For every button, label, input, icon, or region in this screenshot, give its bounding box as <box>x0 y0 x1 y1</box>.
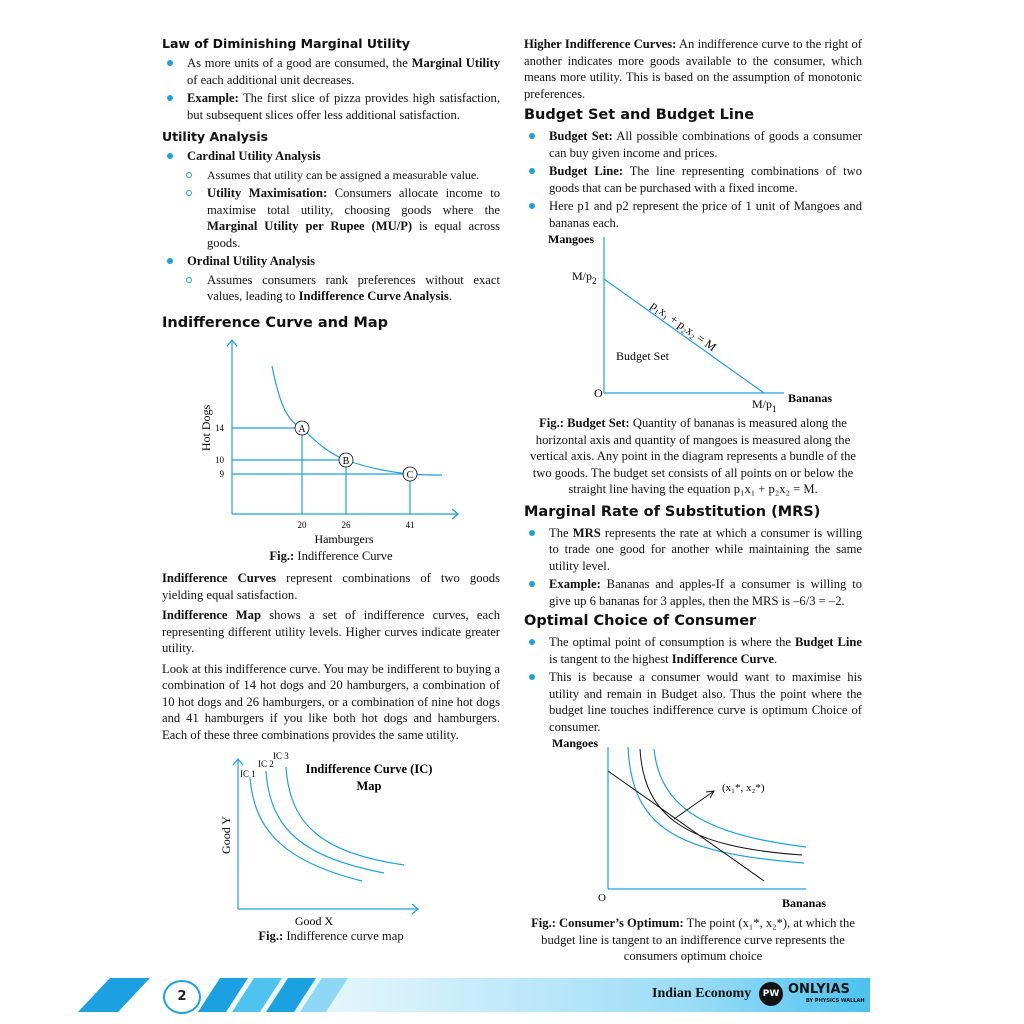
ic3-label: IC 3 <box>273 751 289 761</box>
figure-caption-consumer-optimum: Fig.: Consumer’s Optimum: The point (x₁*, x₂*), at which the budget line is tangent to an indifference curve represents the consumers optimum choice <box>531 916 855 963</box>
left-column <box>162 36 500 945</box>
ic-lower-curve <box>628 747 804 863</box>
section-title-utility-analysis: Utility Analysis <box>162 129 269 144</box>
right-column <box>524 36 862 965</box>
ic-upper-curve <box>654 749 806 847</box>
section-title-mrs: Marginal Rate of Substitution (MRS) <box>524 503 821 520</box>
list-subitem: Utility Maximisation: Consumers allocate income to maximise total utility, choosing goods where the Marginal Utility per Rupee (MU/P) is equal across goods. <box>162 185 500 251</box>
budget-list <box>524 128 862 231</box>
ic-tangent-curve <box>640 749 802 855</box>
x-axis-label: Bananas <box>788 391 833 405</box>
footer-decoration <box>0 976 1024 1016</box>
list-item: Budget Line: The line representing combinations of two goods that can be purchased with a fixed income. <box>524 163 862 196</box>
paragraph-example: Look at this indifference curve. You may be indifferent to buying a combination of 14 hot dogs and 20 hamburgers, a combination of 10 hot dogs and 26 hamburgers, or a combination of nine hot dogs and 41 hamburgers if you like both hot dogs and hamburgers. Each of these three combinations provides the same utility. <box>162 661 500 742</box>
list-item: Cardinal Utility Analysis <box>162 148 500 165</box>
list-subitem: Assumes consumers rank preferences without exact values, leading to Indifference Curve Analysis. <box>162 272 500 305</box>
budget-set-figure <box>524 233 862 413</box>
section-title-optimal-choice: Optimal Choice of Consumer <box>524 613 757 629</box>
y-tick-9: 9 <box>219 468 224 479</box>
ic1-label: IC 1 <box>240 769 256 779</box>
list-item: Budget Set: All possible combinations of goods a consumer can buy given income and prices. <box>524 128 862 161</box>
list-item: Here p1 and p2 represent the price of 1 unit of Mangoes and bananas each. <box>524 198 862 231</box>
list-item: The optimal point of consumption is where the Budget Line is tangent to the highest Indifference Curve. <box>524 634 862 667</box>
x-intercept-label: $M/p_1$ <box>752 397 777 413</box>
x-tick-20: 20 <box>297 519 307 530</box>
origin-label: O <box>594 386 603 400</box>
point-c-label: C <box>406 469 414 481</box>
optimal-choice-list <box>524 634 862 735</box>
indifference-curve <box>272 366 442 475</box>
ic3-curve <box>286 767 404 865</box>
y-axis-label: Hot Dogs <box>199 404 213 451</box>
budget-set-label: Budget Set <box>616 349 669 363</box>
list-subitem: Assumes that utility can be assigned a measurable value. <box>162 167 500 184</box>
figure-caption-indifference-curve: Fig.: Indifference Curve <box>269 548 393 563</box>
paragraph-indifference-map: Indifference Map shows a set of indifference curves, each representing different utility levels. Higher curves indicate greater utility. <box>162 608 500 655</box>
list-item: Example: Bananas and apples-If a consumer is willing to give up 6 bananas for 3 apples, then the MRS is –6/3 = –2. <box>524 576 862 609</box>
utility-analysis-list <box>162 148 500 305</box>
optimum-point-label: (x₁*, x₂*) <box>722 782 765 794</box>
x-axis-label: Hamburgers <box>314 531 374 546</box>
x-tick-41: 41 <box>405 519 415 530</box>
ic2-label: IC 2 <box>258 759 274 769</box>
list-item: The MRS represents the rate at which a consumer is willing to trade one good for another while maintaining the same utility level. <box>524 525 862 575</box>
brand-subtitle: BY PHYSICS WALLAH <box>806 998 865 1004</box>
footer-title: Indian Economy <box>652 986 752 1001</box>
list-item: Ordinal Utility Analysis <box>162 253 500 270</box>
x-axis-label: Bananas <box>782 896 827 910</box>
list-item: Example: The first slice of pizza provides high satisfaction, but subsequent slices offer less additional satisfaction. <box>162 90 500 123</box>
ic-map-title-1: Indifference Curve (IC) <box>305 762 433 776</box>
pw-logo-icon: PW <box>759 982 783 1006</box>
mrs-list <box>524 525 862 610</box>
paragraph-higher-indifference: Higher Indifference Curves: An indifference curve to the right of another indicates more goods available to the consumer, which means more utility. This is based on the assumption of monotonic preferences. <box>524 37 862 101</box>
section-title-diminishing-utility: Law of Diminishing Marginal Utility <box>162 36 410 51</box>
origin-label: O <box>598 892 606 904</box>
y-tick-14: 14 <box>215 422 224 433</box>
budget-equation: p₁x₁ + p₂x₂ = M <box>648 298 720 355</box>
footer-stripe <box>78 978 150 1012</box>
figure-caption-budget-set: Fig.: Budget Set: Quantity of bananas is measured along the horizontal axis and quantity of mangoes is measured along the vertical axis. Any point in the diagram represents a bundle of the two goods. The budget set consists of all points on or below the straight line having the equation p₁x₁ + p₂x₂ = M. <box>530 416 856 496</box>
paragraph-indifference-curves: Indifference Curves represent combinations of two goods yielding equal satisfaction. <box>162 571 500 602</box>
y-axis-label: Good Y <box>219 816 233 854</box>
ic1-curve <box>250 777 362 881</box>
section-title-indifference-curve: Indifference Curve and Map <box>162 314 389 331</box>
figure-caption-ic-map: Fig.: Indifference curve map <box>258 929 404 943</box>
indifference-curve-figure <box>162 336 500 546</box>
y-tick-10: 10 <box>215 454 224 465</box>
list-item: As more units of a good are consumed, the Marginal Utility of each additional unit decreases. <box>162 55 500 88</box>
ic-map-figure <box>162 749 500 925</box>
consumer-optimum-figure <box>524 737 862 913</box>
x-axis-label: Good X <box>294 914 334 925</box>
list-item: This is because a consumer would want to maximise his utility and remain in Budget also. Thus the point where the budget line touches indifference curve is optimum Choice of consumer. <box>524 669 862 735</box>
point-a-label: A <box>298 423 306 435</box>
y-intercept-label: $M/p_2$ <box>572 269 597 286</box>
y-axis-label: Mangoes <box>548 233 594 246</box>
page-number: 2 <box>163 980 201 1014</box>
budget-line <box>604 279 764 393</box>
ic-map-title-2: Map <box>356 779 382 793</box>
section-title-budget: Budget Set and Budget Line <box>524 107 755 123</box>
point-b-label: B <box>342 455 350 467</box>
diminishing-utility-list <box>162 55 500 123</box>
x-tick-26: 26 <box>341 519 351 530</box>
y-axis-label: Mangoes <box>552 737 598 750</box>
brand-name: ONLYIAS <box>788 982 850 997</box>
